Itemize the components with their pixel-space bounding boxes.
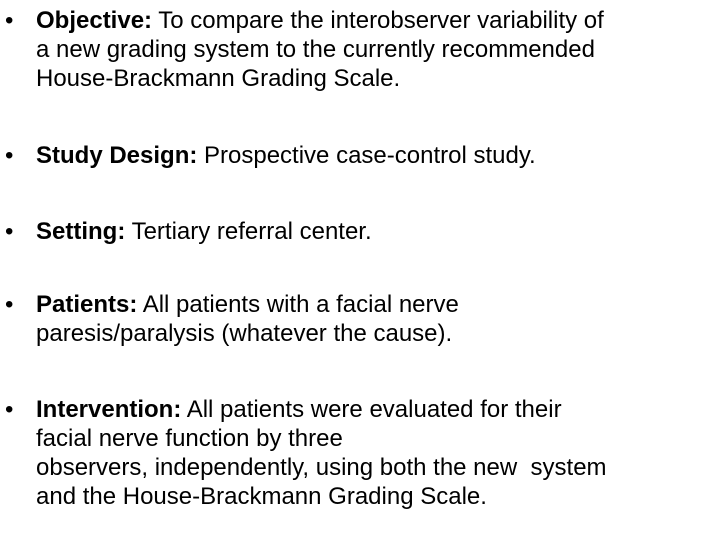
bullet-dot: • bbox=[5, 218, 14, 245]
bullet-dot: • bbox=[5, 7, 14, 34]
bullet-text bbox=[36, 141, 726, 170]
bullet-content: All patients were evaluated for their bbox=[181, 396, 562, 423]
bullet-text bbox=[36, 395, 726, 511]
bullet-line: observers, independently, using both the new system bbox=[36, 454, 607, 481]
bullet-text bbox=[36, 217, 726, 246]
bullet-label: Objective: bbox=[36, 7, 153, 34]
bullet-content: Prospective case-control study. bbox=[197, 142, 536, 169]
bullet-line bbox=[36, 217, 726, 246]
bullet-label: Intervention: bbox=[36, 396, 182, 423]
bullet-line: and the House-Brackmann Grading Scale. bbox=[36, 483, 487, 510]
bullet-dot: • bbox=[5, 396, 14, 423]
bullet-text bbox=[36, 290, 726, 348]
bullet-line: paresis/paralysis (whatever the cause). bbox=[36, 320, 453, 347]
bullet-content: All patients with a facial nerve bbox=[137, 291, 459, 318]
bullet-content: Tertiary referral center. bbox=[125, 218, 372, 245]
bullet-line bbox=[36, 395, 726, 424]
bullet-content: To compare the interobserver variability of bbox=[152, 7, 604, 34]
bullet-line: House-Brackmann Grading Scale. bbox=[36, 65, 401, 92]
bullet-line: facial nerve function by three bbox=[36, 425, 343, 452]
bullet-line bbox=[36, 141, 726, 170]
bullet-line: a new grading system to the currently recommended bbox=[36, 36, 595, 63]
bullet-label: Patients: bbox=[36, 291, 138, 318]
bullet-label: Setting: bbox=[36, 218, 126, 245]
bullet-label: Study Design: bbox=[36, 142, 198, 169]
bullet-line bbox=[36, 290, 726, 319]
bullet-line bbox=[36, 6, 726, 35]
bullet-text bbox=[36, 6, 726, 93]
bullet-dot: • bbox=[5, 142, 14, 169]
bullet-dot: • bbox=[5, 291, 14, 318]
